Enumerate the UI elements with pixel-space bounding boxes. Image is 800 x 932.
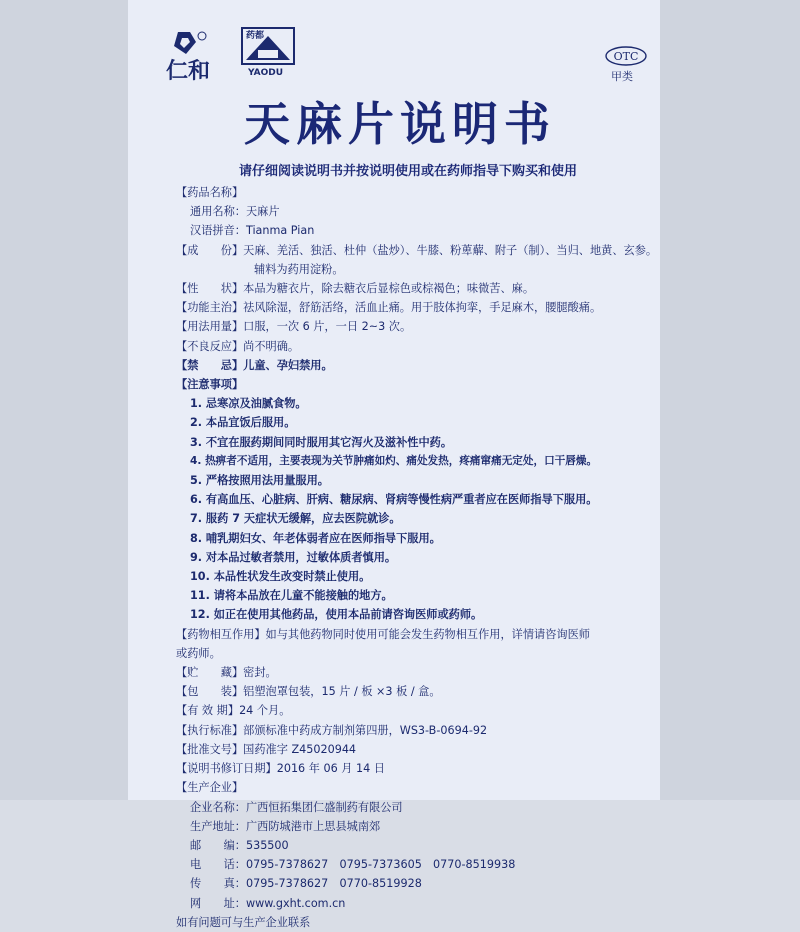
validity-row [176,701,656,720]
fax-label: 传 真： [190,877,246,891]
generic-name-row [176,202,656,221]
approval: 国药准字 Z45020944 [243,742,357,756]
phone-row [176,855,656,874]
phone-label: 电 话： [190,858,246,872]
indications-header: 【功能主治】 [176,301,244,315]
page-margin-right [660,0,800,800]
approval-row [176,740,656,759]
postcode-row [176,836,656,855]
maker-header: 【生产企业】 [176,781,244,795]
package-header: 【包 装】 [176,685,244,699]
revision: 2016 年 06 月 14 日 [276,762,385,776]
precaution-item: 9. 对本品过敏者禁用，过敏体质者慎用。 [190,550,397,564]
leaflet-content [176,183,656,932]
precaution-item: 8. 哺乳期妇女、年老体弱者应在医师指导下服用。 [190,531,441,545]
yaodu-logo [240,26,296,78]
composition-row-2: 辅料为药用淀粉。 [254,262,344,276]
storage-row [176,663,656,682]
composition: 天麻、羌活、独活、杜仲（盐炒）、牛膝、粉萆薢、附子（制）、当归、地黄、玄参。 [243,243,658,257]
precaution-item: 7. 服药 7 天症状无缓解，应去医院就诊。 [190,512,401,526]
contra-row [176,356,656,375]
postcode: 535500 [245,838,289,852]
approval-header: 【批准文号】 [176,742,244,756]
precaution-item: 12. 如正在使用其他药品，使用本品前请咨询医师或药师。 [190,608,483,622]
usage-header: 【用法用量】 [176,320,244,334]
validity: 24 个月。 [239,704,291,718]
precaution-item: 10. 本品性状发生改变时禁止使用。 [190,570,371,584]
composition-header: 【成 份】 [176,243,244,257]
otc-label: OTC [613,50,639,63]
indications: 祛风除湿，舒筋活络，活血止痛。用于肢体拘挛，手足麻木，腰腿酸痛。 [243,301,602,315]
composition-row [176,241,656,260]
adverse-header: 【不良反应】 [176,339,244,353]
storage-header: 【贮 藏】 [176,666,244,680]
standard-row [176,721,656,740]
package: 铝塑泡罩包装，15 片 / 板 ×3 板 / 盒。 [243,685,441,699]
fax: 0795-7378627 0770-8519928 [245,877,422,891]
precaution-item: 11. 请将本品放在儿童不能接触的地方。 [190,589,393,603]
document-title: 天麻片说明书 [244,97,556,151]
maker-name-row [176,798,656,817]
adverse-row [176,337,656,356]
usage: 口服，一次 6 片，一日 2~3 次。 [243,320,412,334]
footer-note: 如有问题可与生产企业联系 [176,915,311,929]
precaution-item: 3. 不宜在服药期间同时服用其它泻火及滋补性中药。 [190,435,453,449]
properties: 本品为糖衣片，除去糖衣后显棕色或棕褐色；味微苦、麻。 [243,282,535,296]
interaction-header: 【药物相互作用】 [176,627,266,641]
storage: 密封。 [243,666,277,680]
maker-name: 广西恒拓集团仁盛制药有限公司 [245,800,403,814]
package-row [176,682,656,701]
interaction-row-2: 或药师。 [176,646,221,660]
maker-addr: 广西防城港市上思县城南郊 [245,819,381,833]
maker-name-label: 企业名称： [190,800,246,814]
precaution-item: 5. 严格按照用法用量服用。 [190,474,329,488]
yaodu-logo-text: 药都 [246,31,265,41]
fax-row [176,874,656,893]
contra-header: 【禁 忌】 [176,358,244,372]
properties-header: 【性 状】 [176,282,244,296]
otc-badge [604,45,648,67]
precaution-item: 2. 本品宜饭后服用。 [190,416,296,430]
maker-addr-row [176,817,656,836]
pinyin-label: 汉语拼音： [190,224,246,238]
document-subtitle: 请仔细阅读说明书并按说明使用或在药师指导下购买和使用 [238,164,577,179]
interaction: 如与其他药物同时使用可能会发生药物相互作用，详情请咨询医师 [265,627,590,641]
phone: 0795-7378627 0795-7373605 0770-8519938 [245,858,516,872]
properties-row [176,279,656,298]
validity-header: 【有 效 期】 [176,704,240,718]
standard: 部颁标准中药成方制剂第四册，WS3-B-0694-92 [243,723,488,737]
precaution-item: 6. 有高血压、心脏病、肝病、糖尿病、肾病等慢性病严重者应在医师指导下服用。 [190,493,598,507]
precaution-item: 1. 忌寒凉及油腻食物。 [190,397,307,411]
pinyin: Tianma Pian [245,224,315,238]
web-row [176,894,656,913]
drug-name-header: 【药品名称】 [176,186,244,199]
renhe-logo-text: 仁和 [166,59,211,84]
usage-row [176,317,656,336]
otc-class: 甲类 [611,70,633,83]
generic-name-label: 通用名称： [190,205,246,219]
interaction-row [176,625,656,644]
adverse: 尚不明确。 [243,339,300,353]
leaflet-sheet [128,0,660,929]
precaution-item: 4. 热痹者不适用，主要表现为关节肿痛如灼、痛处发热，疼痛窜痛无定处，口干唇燥。 [190,454,598,467]
yaodu-logo-en: YAODU [248,68,284,78]
page-margin-left [0,0,128,800]
postcode-label: 邮 编： [190,838,246,852]
revision-header: 【说明书修订日期】 [176,762,277,776]
revision-row [176,759,656,778]
maker-addr-label: 生产地址： [190,819,246,833]
generic-name: 天麻片 [245,205,280,219]
web-url: www.gxht.com.cn [245,896,346,910]
web-label: 网 址： [190,896,246,910]
contra: 儿童、孕妇禁用。 [243,358,333,372]
renhe-logo [164,26,236,86]
indications-row [176,298,656,317]
standard-header: 【执行标准】 [176,723,244,737]
precautions-header: 【注意事项】 [176,378,244,392]
pinyin-row [176,221,656,240]
